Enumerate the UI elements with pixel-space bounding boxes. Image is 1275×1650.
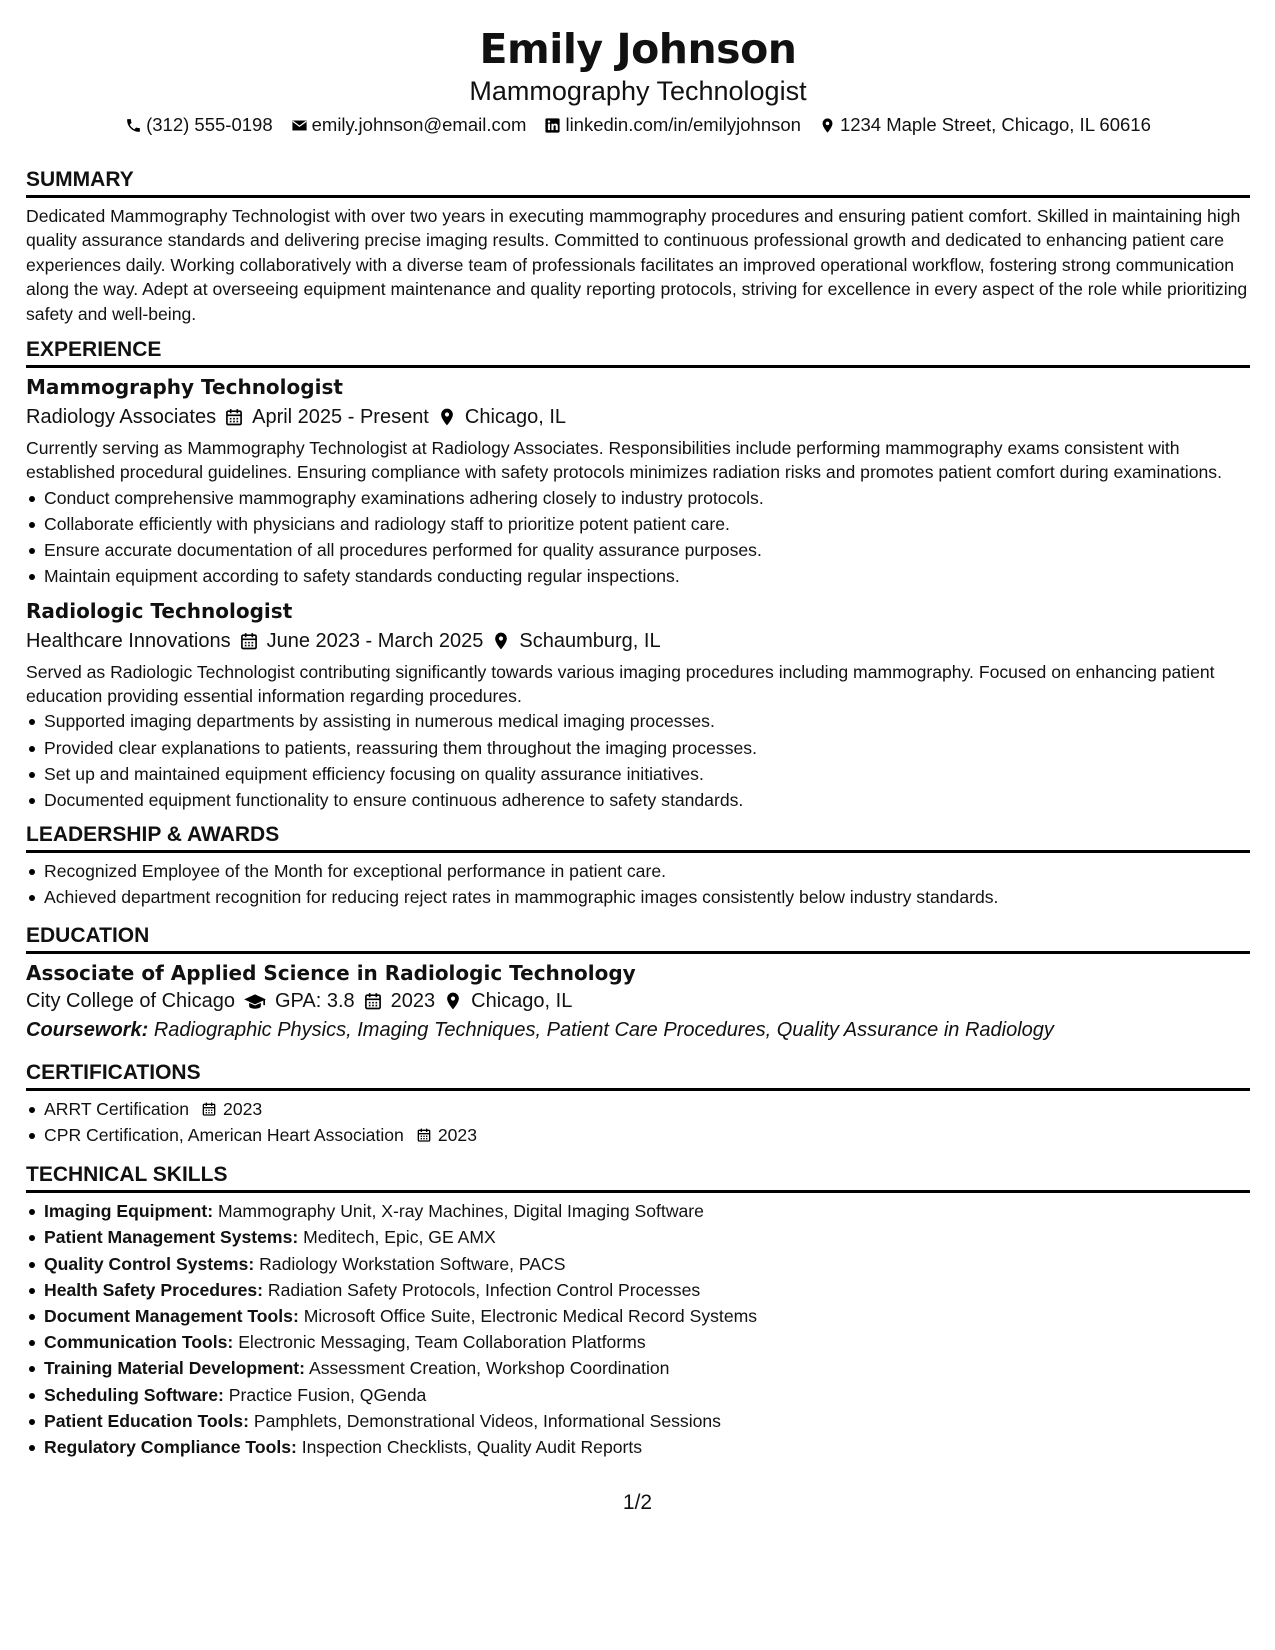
map-pin-icon — [819, 117, 836, 134]
certification-name: ARRT Certification — [44, 1098, 190, 1119]
skill-label: Communication Tools: — [44, 1332, 234, 1353]
map-pin-icon — [443, 991, 463, 1011]
list-item — [44, 1329, 1250, 1355]
list-item: Provided clear explanations to patients, reassuring them throughout the imaging processes. — [44, 735, 1250, 761]
list-item — [44, 1251, 1250, 1277]
list-item — [44, 1408, 1250, 1434]
list-item — [44, 1382, 1250, 1408]
skill-label: Patient Education Tools: — [44, 1410, 249, 1431]
page-number: 1/2 — [622, 1491, 653, 1514]
skill-value: Microsoft Office Suite, Electronic Medical Record Systems — [303, 1305, 758, 1326]
degree-title: Associate of Applied Science in Radiologic Technology — [26, 960, 636, 985]
skill-label: Quality Control Systems: — [44, 1253, 255, 1274]
list-item: Collaborate efficiently with physicians and radiology staff to prioritize potent patient care. — [44, 511, 1250, 537]
list-item: Achieved department recognition for reducing reject rates in mammographic images consistently below industry standards. — [44, 884, 1250, 910]
section-heading: SUMMARY — [26, 167, 1250, 198]
coursework-label: Coursework: — [26, 1018, 149, 1041]
certification-name: CPR Certification, American Heart Association — [44, 1124, 404, 1145]
list-item: Documented equipment functionality to ensure continuous adherence to safety standards. — [44, 787, 1250, 813]
job-title: Mammography Technologist — [26, 375, 343, 400]
job-bullets — [26, 708, 1250, 813]
contact-address — [819, 113, 1151, 137]
list-item: Conduct comprehensive mammography examinations adhering closely to industry protocols. — [44, 485, 1250, 511]
calendar-icon — [416, 1127, 432, 1143]
list-item — [44, 1224, 1250, 1250]
section-heading: TECHNICAL SKILLS — [26, 1162, 1250, 1193]
summary-section — [26, 167, 1250, 326]
certification-item — [44, 1096, 262, 1122]
job-dates: April 2025 - Present — [252, 406, 429, 429]
skill-value: Inspection Checklists, Quality Audit Reports — [301, 1436, 643, 1457]
calendar-icon — [239, 631, 259, 651]
company-name: Healthcare Innovations — [26, 629, 231, 652]
contact-phone — [125, 113, 273, 137]
skill-value: Assessment Creation, Workshop Coordination — [308, 1358, 670, 1379]
certification-item — [44, 1122, 477, 1148]
section-heading: EXPERIENCE — [26, 337, 1250, 368]
gpa-text: GPA: 3.8 — [275, 989, 355, 1012]
leadership-bullets — [26, 858, 1250, 910]
summary-text: Dedicated Mammography Technologist with over two years in executing mammography procedures and ensuring patient comfort. Skilled in maintaining high quality assurance standards and delivering precise imaging results. Committed to continuous professional growth and dedicated to enhancing patient care experiences daily. Working collaboratively with a diverse team of professionals facilitates an improved operational workflow, fostering strong communication along the way. Adept at overseeing equipment maintenance and quality reporting protocols, striving for excellence in every aspect of the role while prioritizing safety and well-being. — [26, 206, 1248, 324]
job-location: Schaumburg, IL — [519, 629, 661, 652]
skill-label: Health Safety Procedures: — [44, 1279, 264, 1300]
map-pin-icon — [491, 631, 511, 651]
skill-label: Scheduling Software: — [44, 1384, 224, 1405]
candidate-name: Emily Johnson — [479, 25, 797, 73]
job-location: Chicago, IL — [464, 406, 567, 429]
job-entry — [26, 598, 1250, 814]
certification-year: 2023 — [437, 1124, 477, 1145]
list-item — [44, 1198, 1250, 1224]
section-heading: CERTIFICATIONS — [26, 1060, 1250, 1091]
section-heading: LEADERSHIP & AWARDS — [26, 822, 1250, 853]
skills-list — [26, 1198, 1250, 1460]
education-section — [26, 923, 1250, 1044]
calendar-icon — [201, 1101, 217, 1117]
skill-value: Pamphlets, Demonstrational Videos, Informational Sessions — [253, 1410, 721, 1431]
list-item — [44, 1096, 1250, 1122]
skills-section — [26, 1162, 1250, 1460]
resume-header — [26, 24, 1250, 137]
linkedin-icon — [544, 117, 561, 134]
phone-text: (312) 555-0198 — [146, 114, 273, 135]
job-entry — [26, 374, 1250, 590]
education-meta — [26, 988, 1250, 1014]
leadership-section — [26, 822, 1250, 910]
contact-email[interactable] — [291, 113, 527, 137]
skill-value: Radiology Workstation Software, PACS — [259, 1253, 566, 1274]
skill-value: Radiation Safety Protocols, Infection Control Processes — [267, 1279, 701, 1300]
calendar-icon — [224, 407, 244, 427]
list-item — [44, 1122, 1250, 1148]
list-item: Supported imaging departments by assisting in numerous medical imaging processes. — [44, 708, 1250, 734]
list-item: Ensure accurate documentation of all procedures performed for quality assurance purposes. — [44, 537, 1250, 563]
job-description: Served as Radiologic Technologist contributing significantly towards various imaging procedures including mammography. Focused on enhancing patient education providing essential information regarding procedures. — [26, 661, 1215, 707]
contact-linkedin[interactable] — [544, 113, 800, 137]
email-text[interactable]: emily.johnson@email.com — [311, 114, 527, 135]
skill-value: Mammography Unit, X-ray Machines, Digital Imaging Software — [217, 1201, 704, 1222]
skill-label: Training Material Development: — [44, 1358, 306, 1379]
job-meta — [26, 404, 1250, 430]
job-bullets — [26, 485, 1250, 590]
skill-value: Practice Fusion, QGenda — [228, 1384, 427, 1405]
envelope-icon — [291, 117, 308, 134]
list-item: Set up and maintained equipment efficiency focusing on quality assurance initiatives. — [44, 761, 1250, 787]
linkedin-text[interactable]: linkedin.com/in/emilyjohnson — [565, 114, 801, 135]
job-meta — [26, 628, 1250, 654]
coursework-text: Radiographic Physics, Imaging Techniques, Patient Care Procedures, Quality Assurance in Radiology — [153, 1018, 1054, 1041]
job-dates: June 2023 - March 2025 — [266, 629, 484, 652]
list-item: Maintain equipment according to safety standards conducting regular inspections. — [44, 563, 1250, 589]
calendar-icon — [363, 991, 383, 1011]
school-location: Chicago, IL — [471, 989, 573, 1012]
graduation-cap-icon — [243, 991, 267, 1011]
list-item — [44, 1434, 1250, 1460]
certifications-section — [26, 1060, 1250, 1148]
skill-label: Document Management Tools: — [44, 1305, 299, 1326]
list-item — [44, 1355, 1250, 1381]
job-title: Radiologic Technologist — [26, 598, 293, 623]
phone-icon — [125, 117, 142, 134]
address-text: 1234 Maple Street, Chicago, IL 60616 — [839, 114, 1151, 135]
list-item — [44, 1277, 1250, 1303]
list-item: Recognized Employee of the Month for exceptional performance in patient care. — [44, 858, 1250, 884]
job-description: Currently serving as Mammography Technologist at Radiology Associates. Responsibilities include performing mammography exams consistent with established procedural guidelines. Ensuring compliance with safety protocols minimizes radiation risks and promotes patient comfort during examinations. — [26, 438, 1222, 483]
graduation-year: 2023 — [390, 989, 436, 1012]
company-name: Radiology Associates — [26, 406, 217, 429]
contact-bar — [26, 113, 1250, 137]
certification-year: 2023 — [223, 1098, 263, 1119]
experience-section — [26, 337, 1250, 813]
school-name: City College of Chicago — [26, 989, 235, 1012]
skill-label: Imaging Equipment: — [44, 1201, 214, 1222]
skill-value: Electronic Messaging, Team Collaboration Platforms — [238, 1332, 646, 1353]
coursework-line — [26, 1016, 1250, 1044]
section-heading: EDUCATION — [26, 923, 1250, 954]
skill-value: Meditech, Epic, GE AMX — [303, 1227, 496, 1248]
list-item — [44, 1303, 1250, 1329]
skill-label: Regulatory Compliance Tools: — [44, 1436, 297, 1457]
map-pin-icon — [437, 407, 457, 427]
certification-list — [26, 1096, 1250, 1148]
resume-page — [26, 0, 1250, 1460]
skill-label: Patient Management Systems: — [44, 1227, 299, 1248]
candidate-title: Mammography Technologist — [469, 76, 807, 106]
